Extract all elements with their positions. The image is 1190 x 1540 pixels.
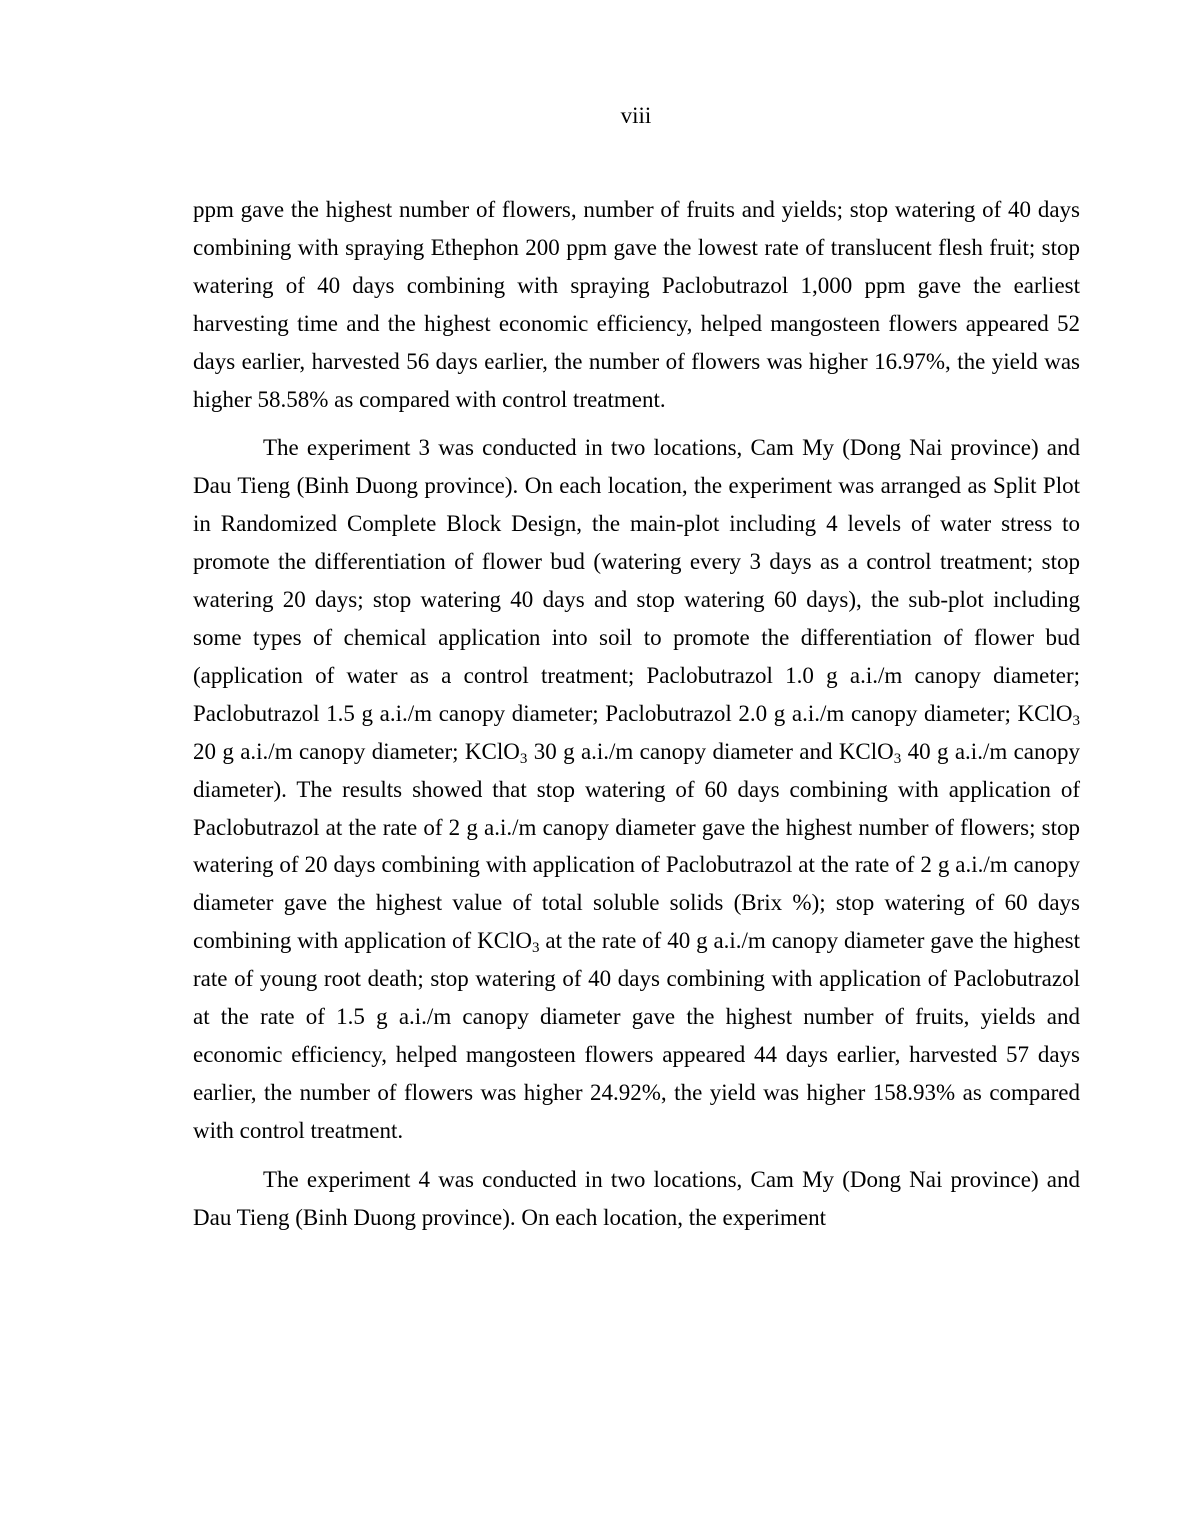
paragraph-3: The experiment 4 was conducted in two locations, Cam My (Dong Nai province) and Dau Tieng (Binh Duong province). On each location, the experiment [193, 1166, 1080, 1230]
subscript: 3 [532, 940, 540, 957]
paragraph-2-segment: 40 g a.i./m canopy diameter). The results showed that stop watering of 60 days combining with application of Paclobutrazol at the rate of 2 g a.i./m canopy diameter gave the highest number of flowers; stop watering of 20 days combining with application of Paclobutrazol at the rate of 2 g a.i./m canopy diameter gave the highest value of total soluble solids (Brix %); stop watering of 60 days combining with application of KClO [193, 738, 1080, 954]
paragraph-2 [193, 429, 1080, 1149]
paragraph-1: ppm gave the highest number of flowers, number of fruits and yields; stop watering of 40 days combining with spraying Ethephon 200 ppm gave the lowest rate of translucent flesh fruit; stop watering of 40 days combining with spraying Paclobutrazol 1,000 ppm gave the earliest harvesting time and the highest economic efficiency, helped mangosteen flowers appeared 52 days earlier, harvested 56 days earlier, the number of flowers was higher 16.97%, the yield was higher 58.58% as compared with control treatment. [193, 197, 1080, 412]
paragraph-2-segment: 20 g a.i./m canopy diameter; KClO [193, 738, 520, 764]
page-number: viii [620, 103, 652, 128]
paragraph-2-segment: The experiment 3 was conducted in two locations, Cam My (Dong Nai province) and Dau Tieng (Binh Duong province). On each location, the experiment was arranged as Split Plot in Randomized Complete Block Design, the main-plot including 4 levels of water stress to promote the differentiation of flower bud (watering every 3 days as a control treatment; stop watering 20 days; stop watering 40 days and stop watering 60 days), the sub-plot including some types of chemical application into soil to promote the differentiation of flower bud (application of water as a control treatment; Paclobutrazol 1.0 g a.i./m canopy diameter; Paclobutrazol 1.5 g a.i./m canopy diameter; Paclobutrazol 2.0 g a.i./m canopy diameter; KClO [193, 435, 1080, 726]
subscript: 3 [519, 750, 528, 767]
body-text [193, 191, 1080, 1236]
subscript: 3 [1072, 712, 1080, 729]
subscript: 3 [893, 750, 902, 767]
paragraph-2-segment: 30 g a.i./m canopy diameter and KClO [527, 738, 894, 764]
paragraph-2-segment: at the rate of 40 g a.i./m canopy diameter gave the highest rate of young root death; stop watering of 40 days combining with application of Paclobutrazol at the rate of 1.5 g a.i./m canopy diameter gave the highest number of fruits, yields and economic efficiency, helped mangosteen flowers appeared 44 days earlier, harvested 57 days earlier, the number of flowers was higher 24.92%, the yield was higher 158.93% as compared with control treatment. [193, 928, 1080, 1143]
